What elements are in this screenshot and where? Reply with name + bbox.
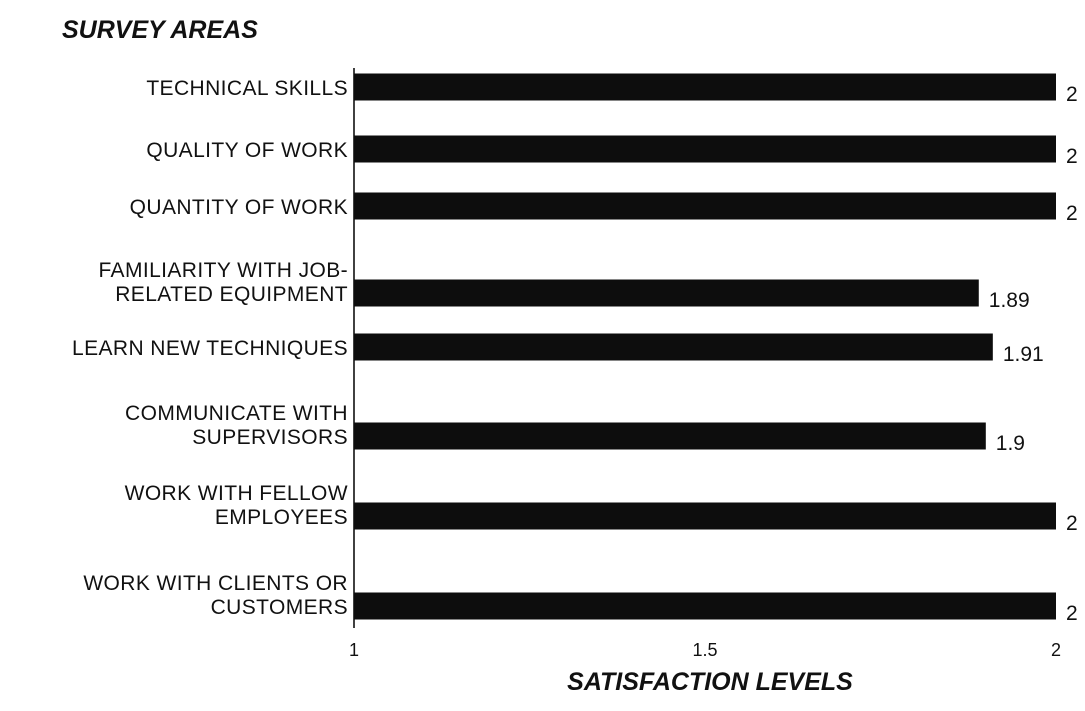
- category-label: QUANTITY OF WORK: [129, 196, 348, 219]
- bar: [354, 334, 993, 361]
- category-labels: [72, 77, 348, 619]
- category-label: COMMUNICATE WITH SUPERVISORS: [125, 402, 348, 449]
- x-axis-title: SATISFACTION LEVELS: [567, 668, 853, 696]
- value-label: 2: [1066, 602, 1078, 625]
- bar: [354, 136, 1056, 163]
- bars-group: [354, 74, 1056, 620]
- value-label: 2: [1066, 512, 1078, 535]
- category-label: FAMILIARITY WITH JOB-RELATED EQUIPMENT: [98, 259, 348, 306]
- category-label: WORK WITH CLIENTS OR CUSTOMERS: [83, 572, 348, 619]
- category-label: WORK WITH FELLOW EMPLOYEES: [124, 482, 348, 529]
- category-label: LEARN NEW TECHNIQUES: [72, 337, 348, 360]
- value-label: 2: [1066, 83, 1078, 106]
- x-tick-label: 1.5: [692, 640, 718, 660]
- bar: [354, 503, 1056, 530]
- category-label: QUALITY OF WORK: [146, 139, 348, 162]
- category-label: TECHNICAL SKILLS: [146, 77, 348, 100]
- bar: [354, 74, 1056, 101]
- value-labels: [989, 83, 1078, 625]
- x-tick-label: 2: [1050, 640, 1062, 660]
- value-label: 2: [1066, 145, 1078, 168]
- x-axis-tick-labels: [349, 640, 1061, 660]
- value-label: 1.91: [1002, 343, 1044, 366]
- value-label: 2: [1066, 202, 1078, 225]
- bar: [354, 593, 1056, 620]
- chart-title: SURVEY AREAS: [62, 16, 258, 44]
- value-label: 1.9: [995, 432, 1026, 455]
- value-label: 1.89: [988, 289, 1030, 312]
- bar: [354, 193, 1056, 220]
- bar: [354, 423, 986, 450]
- bar: [354, 280, 979, 307]
- x-tick-label: 1: [348, 640, 360, 660]
